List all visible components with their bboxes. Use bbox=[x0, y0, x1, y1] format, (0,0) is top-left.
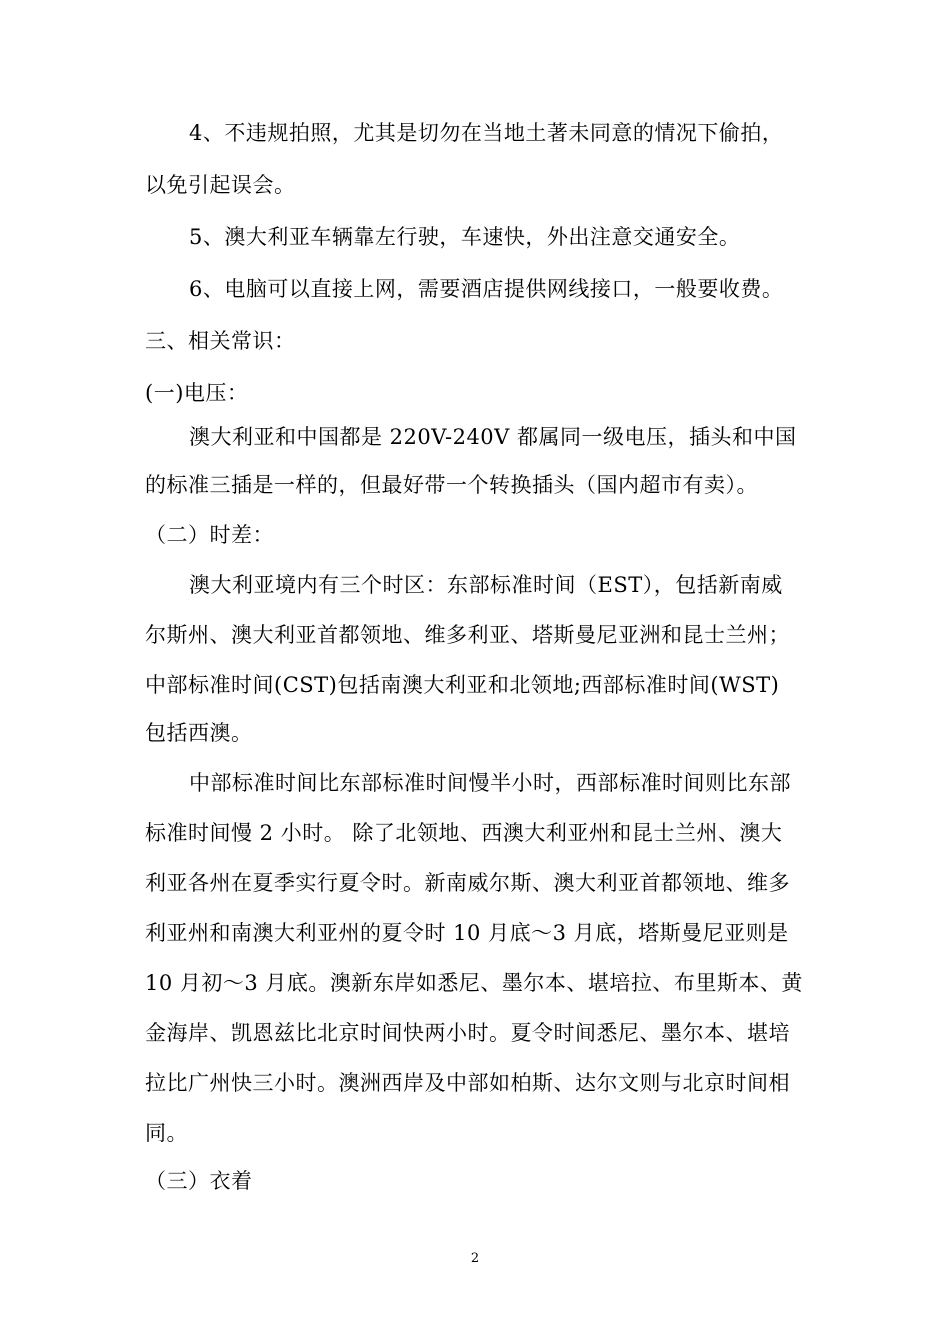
section-heading: 三、相关常识： bbox=[145, 329, 296, 353]
text-line-10: 澳大利亚境内有三个时区：东部标准时间（EST），包括新南威 bbox=[189, 573, 783, 597]
text-line-11: 尔斯州、澳大利亚首都领地、维多利亚、塔斯曼尼亚洲和昆士兰州； bbox=[145, 623, 790, 647]
text-line-20: 拉比广州快三小时。澳洲西岸及中部如柏斯、达尔文则与北京时间相 bbox=[145, 1071, 790, 1095]
subheading-time-difference: （二）时差： bbox=[145, 523, 274, 547]
text-line-19: 金海岸、凯恩兹比北京时间快两小时。夏令时间悉尼、墨尔本、堪培 bbox=[145, 1021, 790, 1045]
text-line-13: 包括西澳。 bbox=[145, 721, 253, 745]
text-line-18: 10 月初～3 月底。澳新东岸如悉尼、墨尔本、堪培拉、布里斯本、黄 bbox=[145, 971, 803, 995]
subheading-voltage: (一)电压： bbox=[145, 381, 249, 405]
text-line-14: 中部标准时间比东部标准时间慢半小时，西部标准时间则比东部 bbox=[189, 771, 791, 795]
subheading-clothing: （三）衣着 bbox=[145, 1169, 253, 1193]
text-line-12: 中部标准时间(CST)包括南澳大利亚和北领地;西部标准时间(WST) bbox=[145, 673, 780, 697]
text-line-8: 的标准三插是一样的，但最好带一个转换插头（国内超市有卖）。 bbox=[145, 473, 758, 497]
text-line-2: 以免引起误会。 bbox=[145, 173, 296, 197]
text-line-1: 4、不违规拍照，尤其是切勿在当地土著未同意的情况下偷拍， bbox=[189, 121, 784, 145]
text-line-16: 利亚各州在夏季实行夏令时。新南威尔斯、澳大利亚首都领地、维多 bbox=[145, 871, 790, 895]
text-line-17: 利亚州和南澳大利亚州的夏令时 10 月底～3 月底，塔斯曼尼亚则是 bbox=[145, 921, 789, 945]
text-line-21: 同。 bbox=[145, 1121, 188, 1145]
text-line-4: 6、电脑可以直接上网，需要酒店提供网线接口，一般要收费。 bbox=[189, 277, 784, 301]
text-line-3: 5、澳大利亚车辆靠左行驶，车速快，外出注意交通安全。 bbox=[189, 225, 741, 249]
page-number: 2 bbox=[470, 1251, 480, 1266]
text-line-7: 澳大利亚和中国都是 220V-240V 都属同一级电压，插头和中国 bbox=[189, 425, 797, 449]
text-line-15: 标准时间慢 2 小时。 除了北领地、西澳大利亚州和昆士兰州、澳大 bbox=[145, 821, 783, 845]
